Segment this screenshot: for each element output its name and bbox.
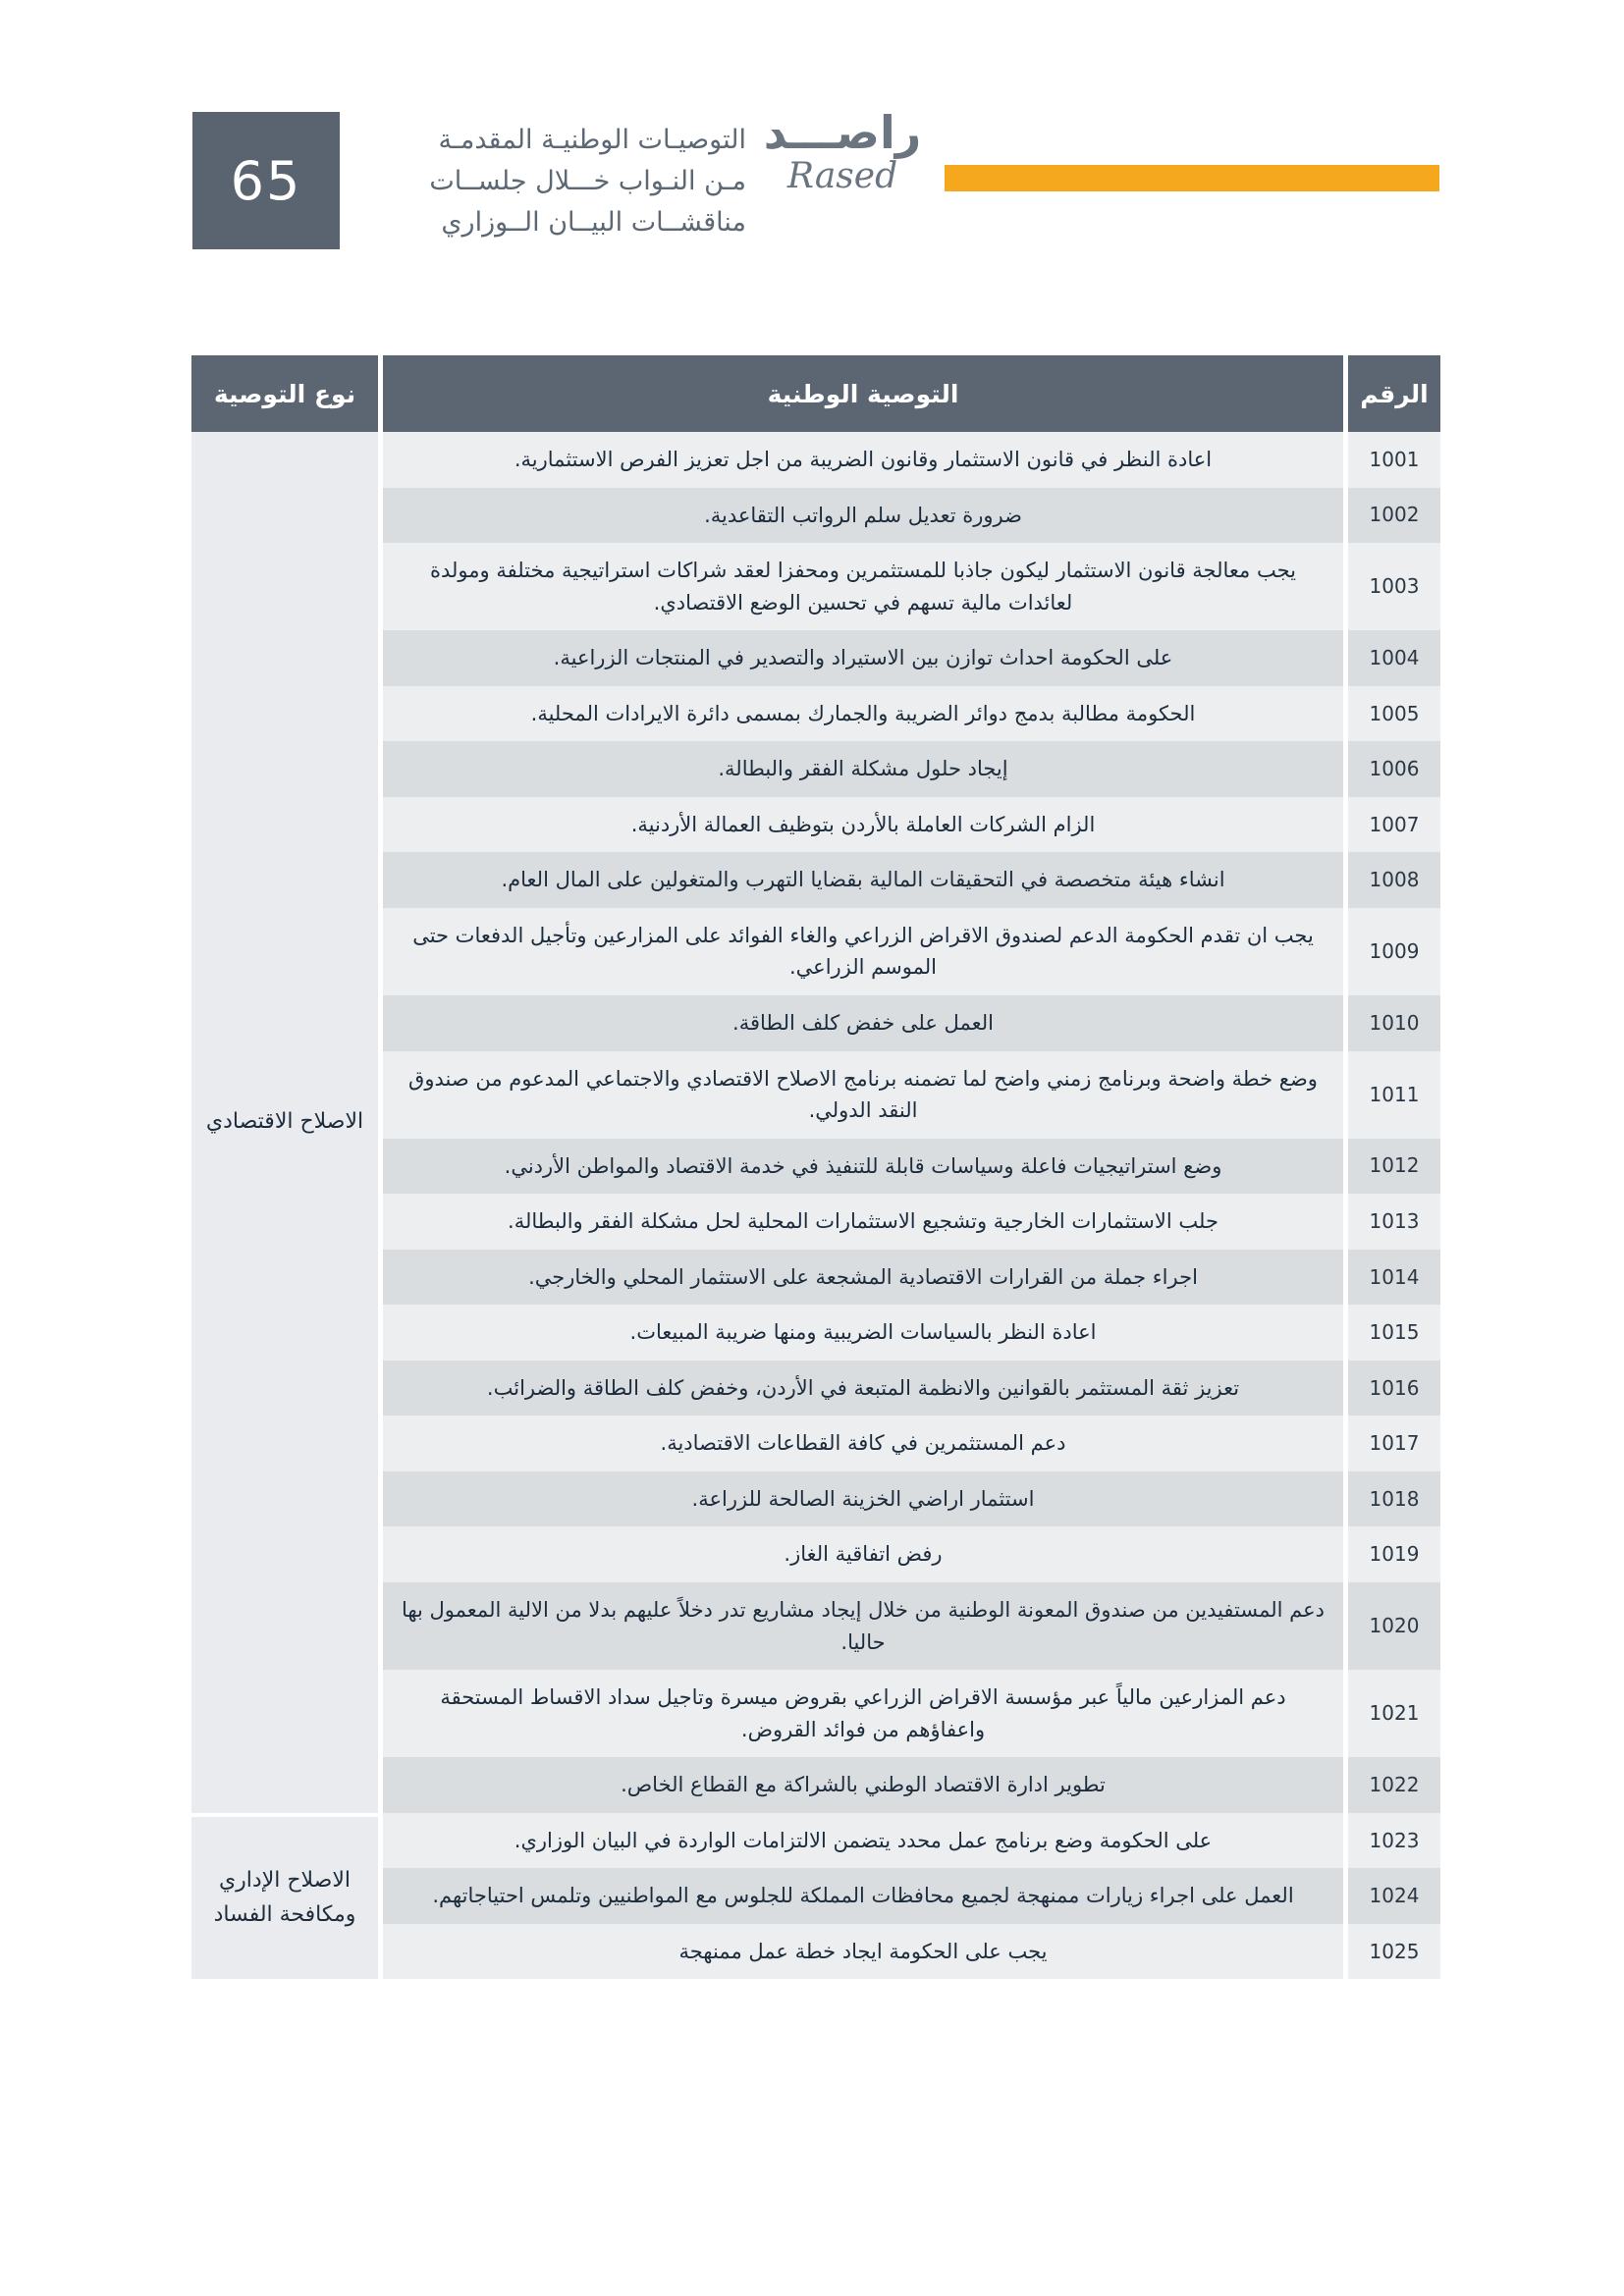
recommendation-text: وضع خطة واضحة وبرنامج زمني واضح لما تضمنه برنامج الاصلاح الاقتصادي والاجتماعي المدعوم من صندوق النقد الدولي. [383, 1051, 1343, 1139]
recommendation-text: يجب على الحكومة ايجاد خطة عمل ممنهجة [383, 1924, 1343, 1980]
recommendation-number: 1017 [1348, 1415, 1440, 1471]
table-row [191, 852, 1440, 908]
recommendation-number: 1016 [1348, 1361, 1440, 1416]
recommendation-number: 1007 [1348, 797, 1440, 853]
recommendation-number: 1006 [1348, 741, 1440, 797]
table-row [191, 630, 1440, 686]
table-row [191, 741, 1440, 797]
recommendation-text: العمل على اجراء زيارات ممنهجة لجميع محافظات المملكة للجلوس مع المواطنيين وتلمس احتياجاتهم. [383, 1868, 1343, 1924]
recommendation-number: 1012 [1348, 1139, 1440, 1195]
recommendations-table [187, 355, 1445, 1979]
recommendation-number: 1003 [1348, 543, 1440, 630]
table-row [191, 1471, 1440, 1527]
table-row [191, 908, 1440, 995]
table-row [191, 1051, 1440, 1139]
rased-logo [744, 106, 941, 196]
table-row [191, 488, 1440, 544]
recommendation-text: وضع استراتيجيات فاعلة وسياسات قابلة للتنفيذ في خدمة الاقتصاد والمواطن الأردني. [383, 1139, 1343, 1195]
table-row [191, 543, 1440, 630]
header-cell-recommendation: التوصية الوطنية [383, 355, 1343, 432]
report-title [361, 120, 746, 243]
recommendation-text: العمل على خفض كلف الطاقة. [383, 995, 1343, 1051]
recommendation-text: دعم المستثمرين في كافة القطاعات الاقتصادية. [383, 1415, 1343, 1471]
recommendation-number: 1014 [1348, 1250, 1440, 1306]
recommendations-tbody [191, 432, 1440, 1979]
recommendation-text: الزام الشركات العاملة بالأردن بتوظيف العمالة الأردنية. [383, 797, 1343, 853]
table-row [191, 995, 1440, 1051]
table-row [191, 686, 1440, 742]
recommendation-number: 1010 [1348, 995, 1440, 1051]
recommendation-text: اعادة النظر بالسياسات الضريبية ومنها ضريبة المبيعات. [383, 1305, 1343, 1361]
recommendation-number: 1001 [1348, 432, 1440, 488]
orange-accent-bar [945, 165, 1439, 191]
page-number: 65 [230, 149, 302, 212]
recommendation-text: جلب الاستثمارات الخارجية وتشجيع الاستثمارات المحلية لحل مشكلة الفقر والبطالة. [383, 1194, 1343, 1250]
recommendation-text: ضرورة تعديل سلم الرواتب التقاعدية. [383, 488, 1343, 544]
recommendation-number: 1004 [1348, 630, 1440, 686]
table-row [191, 1526, 1440, 1582]
recommendation-number: 1011 [1348, 1051, 1440, 1139]
recommendation-text: الحكومة مطالبة بدمج دوائر الضريبة والجمارك بمسمى دائرة الايرادات المحلية. [383, 686, 1343, 742]
recommendation-number: 1021 [1348, 1670, 1440, 1757]
recommendation-text: يجب معالجة قانون الاستثمار ليكون جاذبا للمستثمرين ومحفزا لعقد شراكات استراتيجية مختلفة ومولدة لعائدات مالية تسهم في تحسين الوضع الاقتصادي. [383, 543, 1343, 630]
rased-logo-arabic: راصـــد [763, 106, 922, 159]
table-row [191, 1305, 1440, 1361]
table-row [191, 1924, 1440, 1980]
recommendation-text: استثمار اراضي الخزينة الصالحة للزراعة. [383, 1471, 1343, 1527]
table-row [191, 1670, 1440, 1757]
table-row [191, 1868, 1440, 1924]
recommendation-number: 1008 [1348, 852, 1440, 908]
table-row [191, 797, 1440, 853]
table-row [191, 1194, 1440, 1250]
recommendation-text: على الحكومة احداث توازن بين الاستيراد والتصدير في المنتجات الزراعية. [383, 630, 1343, 686]
table-row [191, 1139, 1440, 1195]
recommendations-table-wrap [187, 355, 1445, 1979]
table-row [191, 1415, 1440, 1471]
report-title-line: التوصيـات الوطنيـة المقدمـة [438, 125, 746, 155]
recommendation-number: 1015 [1348, 1305, 1440, 1361]
recommendation-number: 1025 [1348, 1924, 1440, 1980]
recommendation-text: إيجاد حلول مشكلة الفقر والبطالة. [383, 741, 1343, 797]
recommendation-text: رفض اتفاقية الغاز. [383, 1526, 1343, 1582]
recommendation-number: 1009 [1348, 908, 1440, 995]
table-row [191, 1582, 1440, 1670]
recommendation-text: تعزيز ثقة المستثمر بالقوانين والانظمة المتبعة في الأردن، وخفض كلف الطاقة والضرائب. [383, 1361, 1343, 1416]
report-title-line: مـن النـواب خـــلال جلســات [429, 165, 746, 196]
recommendation-number: 1002 [1348, 488, 1440, 544]
report-title-line: مناقشــات البيــان الــوزاري [441, 206, 746, 238]
rased-logo-latin: Rased [786, 156, 898, 197]
recommendation-number: 1005 [1348, 686, 1440, 742]
header-cell-type: نوع التوصية [191, 355, 378, 432]
recommendation-text: انشاء هيئة متخصصة في التحقيقات المالية بقضايا التهرب والمتغولين على المال العام. [383, 852, 1343, 908]
table-row [191, 1250, 1440, 1306]
table-row [191, 1361, 1440, 1416]
recommendation-number: 1024 [1348, 1868, 1440, 1924]
recommendation-number: 1013 [1348, 1194, 1440, 1250]
recommendation-number: 1019 [1348, 1526, 1440, 1582]
recommendation-text: اجراء جملة من القرارات الاقتصادية المشجعة على الاستثمار المحلي والخارجي. [383, 1250, 1343, 1306]
recommendation-type-cell: الاصلاح الاقتصادي [191, 432, 378, 1813]
recommendation-number: 1020 [1348, 1582, 1440, 1670]
table-row [191, 1757, 1440, 1813]
page-number-box [192, 112, 340, 249]
recommendation-text: على الحكومة وضع برنامج عمل محدد يتضمن الالتزامات الواردة في البيان الوزاري. [383, 1813, 1343, 1869]
recommendation-number: 1022 [1348, 1757, 1440, 1813]
table-header-row [191, 355, 1440, 432]
recommendation-number: 1023 [1348, 1813, 1440, 1869]
header-cell-number: الرقم [1348, 355, 1440, 432]
table-row [191, 1813, 1440, 1869]
recommendation-text: دعم المزارعين مالياً عبر مؤسسة الاقراض الزراعي بقروض ميسرة وتاجيل سداد الاقساط المستحقة واعفاؤهم من فوائد القروض. [383, 1670, 1343, 1757]
recommendation-text: اعادة النظر في قانون الاستثمار وقانون الضريبة من اجل تعزيز الفرص الاستثمارية. [383, 432, 1343, 488]
recommendation-text: دعم المستفيدين من صندوق المعونة الوطنية من خلال إيجاد مشاريع تدر دخلاً عليهم بدلا من الالية المعمول بها حاليا. [383, 1582, 1343, 1670]
recommendation-number: 1018 [1348, 1471, 1440, 1527]
recommendation-text: يجب ان تقدم الحكومة الدعم لصندوق الاقراض الزراعي والغاء الفوائد على المزارعين وتأجيل الدفعات حتى الموسم الزراعي. [383, 908, 1343, 995]
recommendation-text: تطوير ادارة الاقتصاد الوطني بالشراكة مع القطاع الخاص. [383, 1757, 1343, 1813]
table-row [191, 432, 1440, 488]
recommendation-type-cell: الاصلاح الإداري ومكافحة الفساد [191, 1813, 378, 1980]
